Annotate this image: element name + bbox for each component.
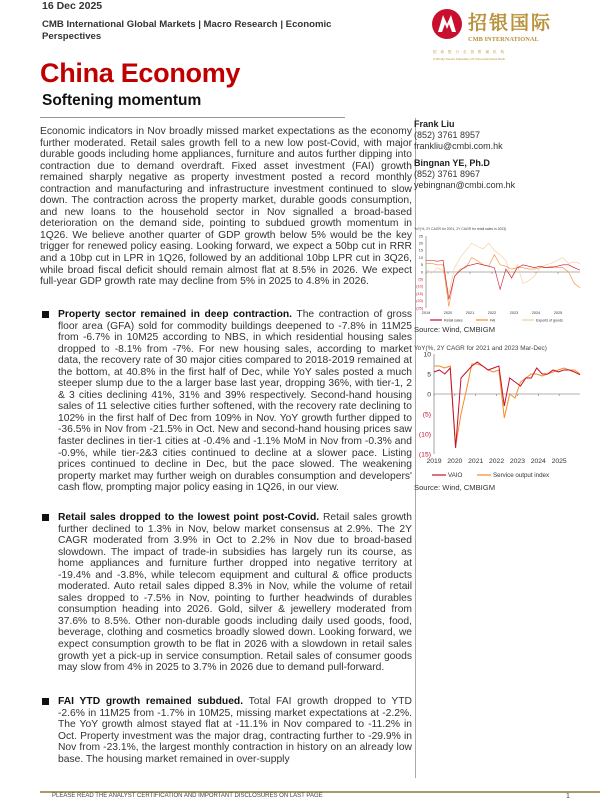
y-tick-label: 5 — [420, 263, 423, 268]
bullet-fai — [40, 696, 412, 765]
y-tick-label: 5 — [427, 371, 431, 379]
header-divider — [40, 117, 345, 118]
bullet-heading: FAI YTD growth remained subdued. — [58, 696, 244, 707]
bullet-property — [40, 309, 412, 494]
report-date: 16 Dec 2025 — [42, 0, 103, 12]
page-number: 1 — [566, 793, 570, 800]
x-tick-label: 2023 — [509, 457, 525, 465]
y-tick-label: (15) — [418, 451, 431, 459]
analyst-name: Frank Liu — [414, 119, 455, 129]
analyst-email[interactable]: yebingnan@cmbi.com.hk — [414, 180, 516, 190]
bullet-body: The contraction of gross floor area (GFA) sold for commodity buildings deepened to -7.8% in 11M25 from -6.7% in 10M25 according to NBS, in which residential housing sales dropped to -8.1% from -7%. For new housing sales, according to market data, the recovery rate of 30 major cities compared to 2018-2019 remained at the bottom, at 40.8% in the first half of Dec, while YoY sales posted a much steeper slump due to the a larger base last year, dropping 36%, with tier-1, 2 & 3 cities declining 41%, 31% and 39% respectively. Second-hand housing sales of 11 selective cities further softened, with the recovery rate declining to 102% in the first half of Dec from 109% in Nov. YoY growth further dipped to -36.5% in Nov from -21.5% in Oct. New and second-hand housing prices saw faster declines in tier-1 cities at -0.4% and -1.1% MoM in Nov from -0.3% and -0.9%, while tier-2&3 cities continued to decline at a slower pace. Listing prices continued to decline in Dec, but the pace slowed. The weakening property market may further weigh on durables consumption and developers' cash flow, prompting major policy easing in 1Q26, in our view. — [58, 309, 412, 494]
svg-text:招商银行全资附属机构: 招商银行全资附属机构 — [433, 50, 508, 54]
y-tick-label: (20) — [416, 299, 423, 304]
analyst-bingnan-ye — [414, 158, 515, 191]
bullet-square-icon — [42, 514, 49, 521]
y-tick-label: 0 — [427, 391, 431, 399]
bullet-retail — [40, 512, 412, 674]
x-tick-label: 2024 — [530, 457, 546, 465]
x-tick-label: 2019 — [421, 310, 431, 315]
y-tick-label: (15) — [416, 291, 423, 296]
bullet-body: Total FAI growth dropped to YTD -2.6% in 11M25 from -1.7% in 10M25, missing market expectations at -2.2%. The YoY growth almost stayed flat at -11.1% in Nov compared to -11.2% in Oct. Property investment was the major drag, contracting further to -29.9% in Nov from -23.1%, the largest monthly contraction in history on an already low base. The housing market remained in over-supply — [58, 696, 412, 765]
y-tick-label: (5) — [422, 411, 431, 419]
svg-text:招银国际: 招银国际 — [468, 12, 553, 34]
x-tick-label: 2019 — [426, 457, 442, 465]
x-tick-label: 2020 — [443, 310, 453, 315]
legend-label: Exports of goods — [536, 318, 563, 323]
chart-title: YoY(%, 2Y CAGR for 2021, 2Y CAGR for retail sales in 2023) — [414, 227, 507, 231]
x-tick-label: 2020 — [447, 457, 463, 465]
x-tick-label: 2025 — [553, 310, 563, 315]
analyst-phone: (852) 3761 8957 — [414, 130, 481, 140]
report-series: CMB International Global Markets | Macro Research | Economic Perspectives — [42, 19, 332, 42]
y-tick-label: (5) — [418, 277, 423, 282]
legend-label: VAIO — [448, 472, 463, 480]
chart1-source: Source: Wind, CMBIGM — [414, 325, 496, 334]
bullet-heading: Retail sales dropped to the lowest point post-Covid. — [58, 512, 320, 523]
chart-title: YoY(%, 2Y CAGR for 2021 and 2023 Mar-Dec) — [414, 345, 547, 352]
x-tick-label: 2022 — [489, 457, 505, 465]
chart-vaio-services — [412, 342, 598, 482]
legend-label: FAI — [490, 318, 496, 323]
chart-retail-fai-exports — [412, 224, 598, 328]
svg-text:CMB INTERNATIONAL: CMB INTERNATIONAL — [468, 36, 539, 43]
logo-emblem-icon — [431, 4, 591, 66]
y-tick-label: (10) — [416, 284, 423, 289]
series-line-exports-of-goods — [426, 243, 580, 293]
y-tick-label: 10 — [423, 351, 431, 359]
legend-label: Retail sales — [444, 318, 463, 323]
series-line-service-output-index — [434, 364, 580, 446]
y-tick-label: 25 — [418, 234, 423, 239]
bullet-square-icon — [42, 311, 49, 318]
analyst-email[interactable]: frankliu@cmbi.com.hk — [414, 141, 503, 151]
footer-disclaimer: PLEASE READ THE ANALYST CERTIFICATION AND IMPORTANT DISCLOSURES ON LAST PAGE — [52, 793, 323, 799]
y-tick-label: (10) — [418, 431, 431, 439]
bullet-body: Retail sales growth further declined to 1.3% in Nov, below market consensus at 2.9%. The 2Y CAGR moderated from 3.9% in Oct to 2.2% in Nov due to broad-based slowdown. The impact of trade-in subsidies has largely run its course, as home appliances and furniture further dropped into negative territory at -19.4% and -3.8%, while telecom equipment and cultural & office products moderated. Auto retail sales dipped 8.3% in Nov, while the volume of retail sales dropped to -7.5% in Nov, pointing to further headwinds of durables consumption heading into 2026. Gold, silver & jewellery moderated from 37.6% to 8.5%. Other non-durable goods including daily used goods, food, beverage, clothing and cosmetics broadly slowed down. Looking forward, we expect consumption growth to be flat in 2026 with a slowdown in retail sales growth yet a pick-up in service consumption. Retail sales of consumer goods may slow from 4% in 2025 to 3.7% in 2026 due to demand pull-forward. — [58, 512, 412, 674]
bullet-square-icon — [42, 698, 49, 705]
y-tick-label: 10 — [418, 255, 423, 260]
intro-text: Economic indicators in Nov broadly missed market expectations as the economy further moderated. Retail sales growth fell to a new low post-Covid, with major durable goods including home appliances, furniture and autos further dipping into contraction due to demand overdraft. Fixed asset investment (FAI) growth remained sharply negative as property investment posted a record monthly contraction and manufacturing and infrastructure investment continued to slow down. The contraction across the property market, durable goods consumption, and new loans to the household sector in Nov signalled a broad-based deterioration on the demand side, pointing to subdued growth momentum in 1Q26. We believe another quarter of GDP growth below 5% would be the key trigger for renewed policy easing. Looking forward, we expect a 50bp cut in RRR and a 10bp cut in LPR in 1Q26, followed by an additional 10bp LPR cut in 3Q26, while broad fiscal deficit should remain almost flat at 8.5% in 2026. We expect full-year GDP growth rate may decline from 5% in 2025 to 4.8% in 2026. — [40, 126, 412, 288]
y-tick-label: 0 — [420, 270, 423, 275]
page-title: China Economy — [40, 58, 241, 88]
analyst-frank-liu — [414, 119, 503, 152]
analyst-phone: (852) 3761 8967 — [414, 169, 481, 179]
x-tick-label: 2021 — [468, 457, 484, 465]
y-tick-label: (25) — [416, 306, 423, 311]
x-tick-label: 2025 — [551, 457, 567, 465]
x-tick-label: 2021 — [465, 310, 475, 315]
bullet-heading: Property sector remained in deep contraction. — [58, 309, 293, 320]
page-subtitle: Softening momentum — [42, 92, 202, 109]
x-tick-label: 2023 — [509, 310, 519, 315]
cmbi-logo — [431, 4, 591, 64]
x-tick-label: 2022 — [487, 310, 497, 315]
legend-label: Service output index — [493, 472, 550, 480]
chart2-source: Source: Wind, CMBIGM — [414, 483, 496, 492]
analyst-name: Bingnan YE, Ph.D — [414, 158, 490, 168]
svg-text:A Wholly Owned Subsidiary Of C: A Wholly Owned Subsidiary Of China Merchants Bank — [433, 57, 506, 61]
y-tick-label: 20 — [418, 241, 423, 246]
x-tick-label: 2024 — [531, 310, 541, 315]
y-tick-label: 15 — [418, 248, 423, 253]
intro-paragraph — [40, 126, 412, 288]
